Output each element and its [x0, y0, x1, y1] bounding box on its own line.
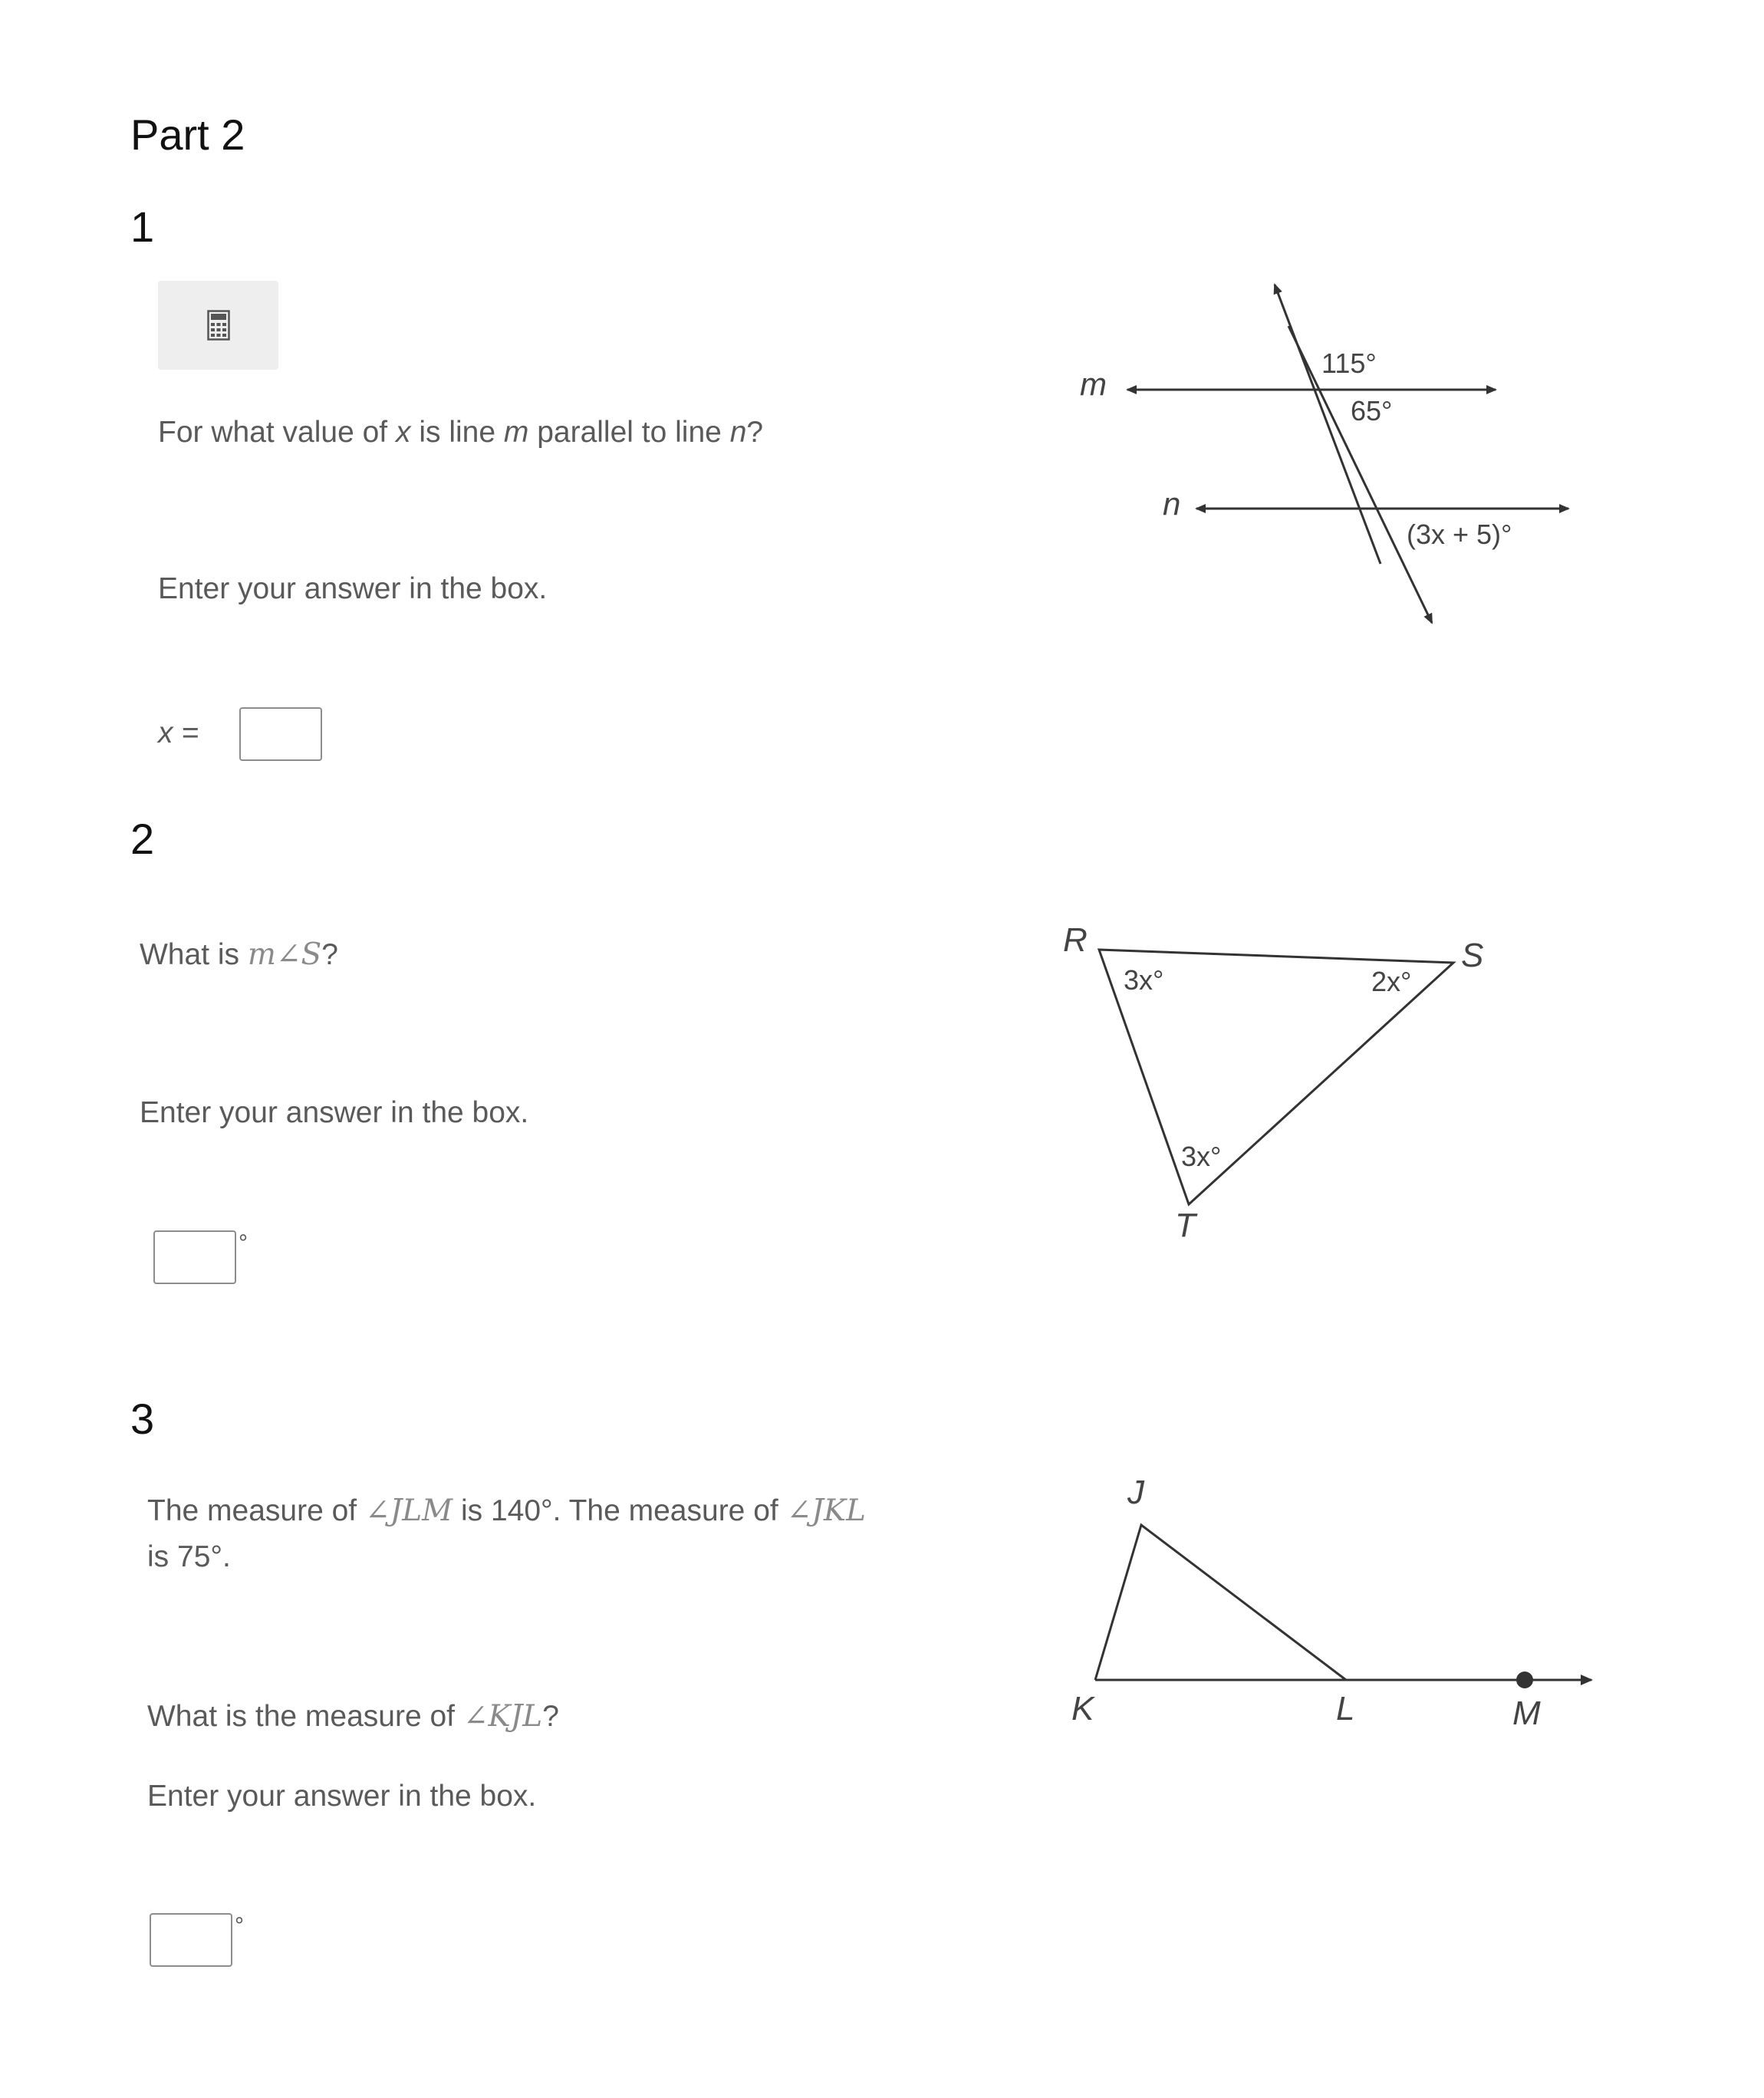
question-2-number: 2: [130, 815, 155, 863]
calculator-button[interactable]: [158, 281, 278, 370]
angle-65: 65°: [1351, 395, 1393, 427]
question-3-number: 3: [130, 1395, 155, 1443]
vertex-s: S: [1461, 937, 1484, 974]
vertex-r: R: [1063, 921, 1088, 959]
answer-3-input[interactable]: [150, 1913, 232, 1967]
answer-1-label: x =: [158, 716, 199, 749]
vertex-k: K: [1071, 1690, 1094, 1727]
question-2-instruction: Enter your answer in the box.: [140, 1096, 529, 1129]
vertex-l: L: [1336, 1690, 1355, 1727]
answer-3-degree: °: [235, 1913, 244, 1938]
question-3-instruction: Enter your answer in the box.: [147, 1780, 537, 1813]
angle-r: 3x°: [1124, 964, 1164, 996]
angle-3x-plus-5: (3x + 5)°: [1407, 519, 1512, 550]
answer-2-degree: °: [239, 1230, 248, 1256]
calculator-icon: [207, 310, 230, 341]
point-m: [1516, 1671, 1533, 1688]
figure-triangle-rst: [1051, 913, 1511, 1258]
question-3-text-line2: is 75°.: [147, 1540, 231, 1573]
figure-parallel-lines: [1058, 272, 1595, 641]
label-m: m: [1080, 366, 1107, 402]
angle-t: 3x°: [1181, 1141, 1222, 1172]
question-1-number: 1: [130, 203, 155, 251]
angle-s: 2x°: [1371, 966, 1412, 997]
vertex-t: T: [1175, 1207, 1196, 1244]
answer-2-input[interactable]: [153, 1230, 236, 1284]
question-3-question: What is the measure of ∠KJL?: [147, 1699, 559, 1734]
label-n: n: [1163, 486, 1181, 522]
triangle-sides: [1095, 1525, 1346, 1680]
question-1-text: For what value of x is line m parallel to line n?: [158, 416, 764, 449]
vertex-j: J: [1127, 1474, 1144, 1511]
angle-115: 115°: [1321, 347, 1377, 379]
question-3-text-line1: The measure of ∠JLM is 140°. The measure of ∠JKL: [147, 1494, 866, 1528]
figure-triangle-jkl: [1051, 1457, 1603, 1749]
page-title: Part 2: [130, 110, 245, 159]
answer-1-input[interactable]: [239, 707, 322, 761]
vertex-m: M: [1512, 1695, 1541, 1732]
question-2-text: What is m∠S?: [140, 937, 338, 972]
question-1-instruction: Enter your answer in the box.: [158, 572, 548, 605]
